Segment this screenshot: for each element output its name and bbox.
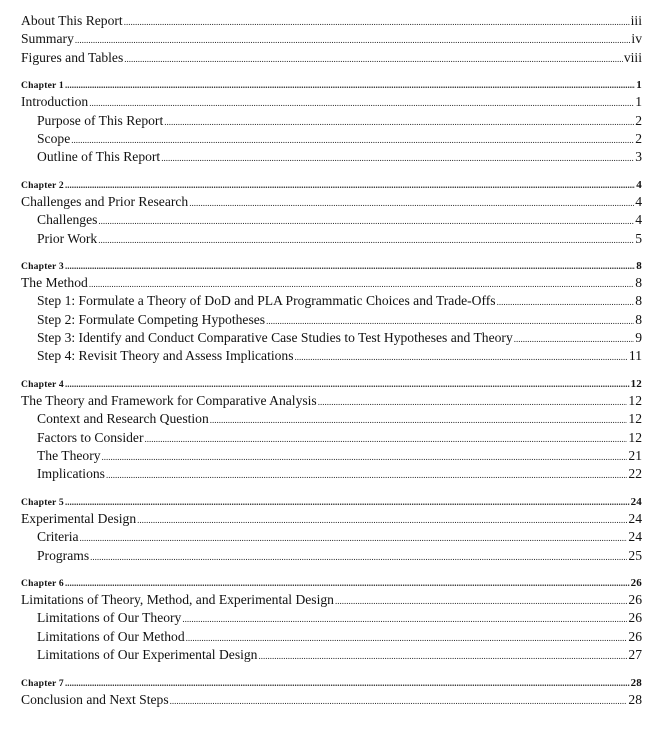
chapter-spacer bbox=[21, 565, 642, 575]
section-entry[interactable] bbox=[21, 311, 642, 329]
toc-entry-page: 12 bbox=[630, 377, 642, 390]
section-entry[interactable] bbox=[21, 609, 642, 627]
dot-leader bbox=[75, 30, 631, 49]
toc-entry-title: Chapter 5 bbox=[21, 496, 64, 508]
dot-leader bbox=[124, 12, 630, 31]
dot-leader bbox=[144, 429, 627, 448]
dot-leader bbox=[258, 646, 627, 665]
dot-leader bbox=[514, 329, 634, 348]
chapter-list bbox=[21, 67, 642, 709]
toc-entry-page: 8 bbox=[636, 259, 642, 272]
dot-leader bbox=[182, 609, 627, 628]
toc-entry-page: 22 bbox=[628, 466, 642, 482]
dot-leader bbox=[164, 112, 634, 131]
section-entry[interactable] bbox=[21, 347, 642, 365]
toc-entry-title: Challenges bbox=[37, 212, 98, 228]
toc-entry-title: Summary bbox=[21, 31, 74, 47]
toc-entry-title: Chapter 3 bbox=[21, 260, 64, 272]
dot-leader bbox=[65, 77, 635, 94]
toc-entry-page: viii bbox=[623, 49, 642, 65]
toc-entry-page: iii bbox=[630, 13, 642, 28]
toc-entry-page: 12 bbox=[628, 411, 642, 427]
toc-entry-page: 24 bbox=[630, 495, 642, 508]
chapter-title[interactable] bbox=[21, 510, 642, 528]
toc-entry-title: Conclusion and Next Steps bbox=[21, 691, 169, 707]
section-entry[interactable] bbox=[21, 465, 642, 483]
chapter-spacer bbox=[21, 167, 642, 177]
toc-entry-page: 26 bbox=[628, 591, 642, 607]
section-entry[interactable] bbox=[21, 646, 642, 664]
chapter-spacer bbox=[21, 67, 642, 77]
toc-entry-title: Step 2: Formulate Competing Hypotheses bbox=[37, 311, 266, 327]
toc-entry-page: 28 bbox=[628, 691, 642, 707]
chapter-title[interactable] bbox=[21, 93, 642, 111]
section-entry[interactable] bbox=[21, 112, 642, 130]
dot-leader bbox=[89, 93, 634, 112]
toc-entry-title: Outline of This Report bbox=[37, 149, 161, 165]
chapter-block bbox=[21, 258, 642, 366]
dot-leader bbox=[80, 528, 628, 547]
toc-entry-figures[interactable] bbox=[21, 49, 642, 67]
chapter-title[interactable] bbox=[21, 691, 642, 709]
dot-leader bbox=[65, 675, 630, 692]
toc-entry-title: Introduction bbox=[21, 94, 89, 110]
chapter-spacer bbox=[21, 248, 642, 258]
toc-entry-page: 26 bbox=[628, 628, 642, 644]
section-entry[interactable] bbox=[21, 447, 642, 465]
chapter-spacer bbox=[21, 484, 642, 494]
toc-entry-page: 2 bbox=[635, 112, 642, 128]
toc-entry-page: 12 bbox=[628, 392, 642, 408]
toc-entry-title: Purpose of This Report bbox=[37, 112, 164, 128]
toc-entry-title: Implications bbox=[37, 466, 105, 482]
toc-entry-title: Limitations of Our Theory bbox=[37, 610, 182, 626]
section-entry[interactable] bbox=[21, 528, 642, 546]
dot-leader bbox=[102, 447, 628, 466]
section-entry[interactable] bbox=[21, 292, 642, 310]
toc-entry-title: Context and Research Question bbox=[37, 411, 209, 427]
toc-entry-title: Chapter 2 bbox=[21, 179, 64, 191]
toc-entry-about[interactable] bbox=[21, 12, 642, 30]
toc-entry-title: About This Report bbox=[21, 13, 123, 28]
toc-entry-title: Programs bbox=[37, 547, 90, 563]
toc-entry-page: 4 bbox=[636, 178, 642, 191]
chapter-heading[interactable] bbox=[21, 376, 642, 392]
toc-entry-page: 8 bbox=[635, 311, 642, 327]
toc-entry-title: Criteria bbox=[37, 529, 79, 545]
toc-entry-title: The Theory and Framework for Comparative Analysis bbox=[21, 392, 317, 408]
section-entry[interactable] bbox=[21, 329, 642, 347]
dot-leader bbox=[65, 494, 630, 511]
dot-leader bbox=[98, 211, 634, 230]
chapter-block bbox=[21, 575, 642, 665]
chapter-title[interactable] bbox=[21, 274, 642, 292]
toc-entry-page: 25 bbox=[628, 547, 642, 563]
toc-entry-summary[interactable] bbox=[21, 30, 642, 48]
chapter-title[interactable] bbox=[21, 591, 642, 609]
chapter-block bbox=[21, 494, 642, 565]
toc-entry-title: Experimental Design bbox=[21, 510, 137, 526]
toc-entry-page: 2 bbox=[635, 130, 642, 146]
section-entry[interactable] bbox=[21, 547, 642, 565]
chapter-heading[interactable] bbox=[21, 258, 642, 274]
toc-entry-page: iv bbox=[631, 31, 642, 47]
toc-entry-page: 9 bbox=[635, 330, 642, 346]
toc-entry-page: 24 bbox=[628, 510, 642, 526]
chapter-heading[interactable] bbox=[21, 675, 642, 691]
section-entry[interactable] bbox=[21, 211, 642, 229]
toc-entry-title: Figures and Tables bbox=[21, 49, 124, 65]
section-entry[interactable] bbox=[21, 410, 642, 428]
toc-entry-page: 26 bbox=[630, 576, 642, 589]
toc-entry-page: 4 bbox=[635, 212, 642, 228]
toc-entry-title: Prior Work bbox=[37, 230, 98, 246]
toc-entry-title: Chapter 1 bbox=[21, 80, 64, 92]
chapter-block bbox=[21, 177, 642, 248]
toc-entry-title: Chapter 4 bbox=[21, 378, 64, 390]
dot-leader bbox=[65, 258, 635, 275]
chapter-block bbox=[21, 77, 642, 167]
dot-leader bbox=[266, 311, 634, 330]
dot-leader bbox=[335, 591, 627, 610]
section-entry[interactable] bbox=[21, 130, 642, 148]
dot-leader bbox=[71, 130, 634, 149]
section-entry[interactable] bbox=[21, 429, 642, 447]
dot-leader bbox=[65, 575, 630, 592]
front-matter-list bbox=[21, 12, 642, 67]
dot-leader bbox=[210, 410, 628, 429]
dot-leader bbox=[161, 148, 634, 167]
chapter-spacer bbox=[21, 366, 642, 376]
section-entry[interactable] bbox=[21, 148, 642, 166]
chapter-heading[interactable] bbox=[21, 494, 642, 510]
dot-leader bbox=[98, 230, 634, 249]
toc-entry-page: 4 bbox=[635, 193, 642, 209]
dot-leader bbox=[318, 392, 628, 411]
dot-leader bbox=[295, 347, 628, 366]
toc-entry-page: 24 bbox=[628, 529, 642, 545]
toc-entry-page: 28 bbox=[630, 676, 642, 689]
dot-leader bbox=[65, 376, 630, 393]
chapter-heading[interactable] bbox=[21, 575, 642, 591]
dot-leader bbox=[137, 510, 627, 529]
toc-entry-title: Step 1: Formulate a Theory of DoD and PLA Programmatic Choices and Trade-Offs bbox=[37, 293, 496, 309]
toc-entry-page: 1 bbox=[635, 94, 642, 110]
chapter-title[interactable] bbox=[21, 193, 642, 211]
toc-entry-title: Scope bbox=[37, 130, 71, 146]
toc-entry-title: The Method bbox=[21, 274, 88, 290]
toc-entry-title: Limitations of Theory, Method, and Experimental Design bbox=[21, 591, 334, 607]
chapter-block bbox=[21, 675, 642, 709]
chapter-title[interactable] bbox=[21, 392, 642, 410]
dot-leader bbox=[497, 292, 635, 311]
dot-leader bbox=[90, 547, 627, 566]
section-entry[interactable] bbox=[21, 230, 642, 248]
toc-entry-title: Chapter 6 bbox=[21, 577, 64, 589]
dot-leader bbox=[186, 628, 628, 647]
toc-entry-page: 12 bbox=[628, 429, 642, 445]
toc-entry-title: Challenges and Prior Research bbox=[21, 193, 189, 209]
toc-entry-page: 3 bbox=[635, 149, 642, 165]
toc-entry-page: 8 bbox=[635, 274, 642, 290]
toc-entry-title: Limitations of Our Method bbox=[37, 628, 185, 644]
dot-leader bbox=[89, 274, 634, 293]
toc-entry-page: 27 bbox=[628, 647, 642, 663]
dot-leader bbox=[124, 49, 623, 68]
toc-entry-page: 26 bbox=[628, 610, 642, 626]
toc-entry-page: 8 bbox=[635, 293, 642, 309]
chapter-heading[interactable] bbox=[21, 77, 642, 93]
toc-entry-title: Factors to Consider bbox=[37, 429, 144, 445]
toc-entry-page: 1 bbox=[636, 79, 642, 92]
chapter-spacer bbox=[21, 665, 642, 675]
dot-leader bbox=[170, 691, 628, 710]
dot-leader bbox=[106, 465, 627, 484]
toc-entry-page: 5 bbox=[635, 230, 642, 246]
dot-leader bbox=[189, 193, 634, 212]
toc-entry-title: Chapter 7 bbox=[21, 677, 64, 689]
toc-entry-title: Step 3: Identify and Conduct Comparative Case Studies to Test Hypotheses and Theory bbox=[37, 330, 513, 346]
toc-entry-title: Limitations of Our Experimental Design bbox=[37, 647, 258, 663]
chapter-heading[interactable] bbox=[21, 177, 642, 193]
toc-entry-title: Step 4: Revisit Theory and Assess Implications bbox=[37, 348, 294, 364]
section-entry[interactable] bbox=[21, 628, 642, 646]
toc-entry-page: 11 bbox=[628, 348, 642, 364]
toc-entry-title: The Theory bbox=[37, 448, 101, 464]
chapter-block bbox=[21, 376, 642, 484]
dot-leader bbox=[65, 177, 635, 194]
toc-entry-page: 21 bbox=[628, 448, 642, 464]
